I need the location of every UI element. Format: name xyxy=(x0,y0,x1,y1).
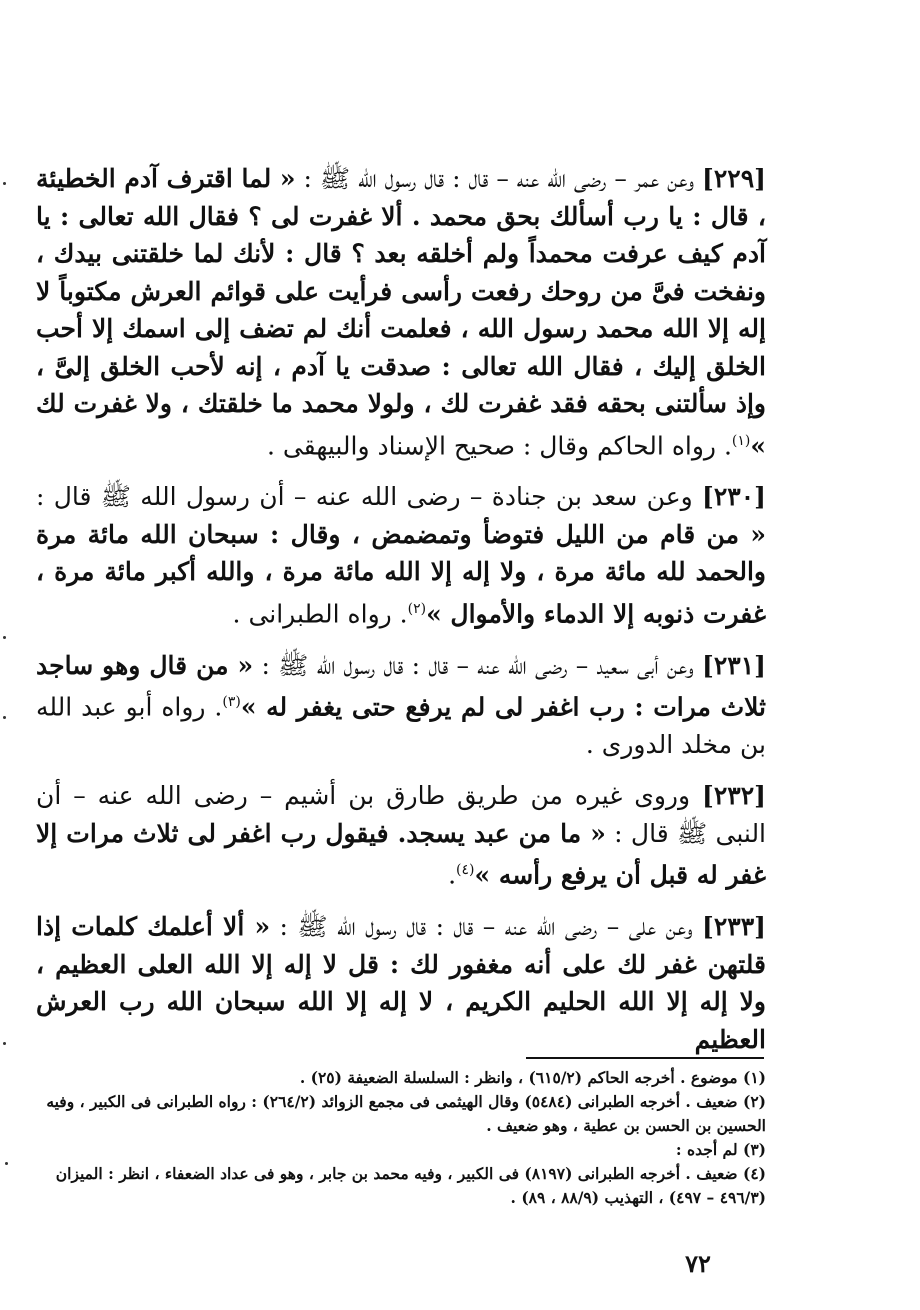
scan-speck xyxy=(3,182,6,185)
hadith-source: . رواه أبو عبد الله بن مخلد الدورى . xyxy=(36,692,766,759)
footnote-ref: (٢) xyxy=(407,600,427,617)
page-number: ٧٢ xyxy=(685,1249,711,1278)
footnotes xyxy=(34,1066,766,1210)
hadith-229 xyxy=(36,160,766,464)
hadith-quote: « ألا أعلمك كلمات إذا قلتهن غفر لك على أنه مغفور لك : قل لا إله إلا الله العلى العظيم ، ولا إله إلا الله الحليم الكريم ، لا إله إلا الله سبحان الله رب العرش العظيم xyxy=(36,912,766,1054)
hadith-intro: وعن على – رضى الله عنه – قال : قال رسول الله ﷺ : xyxy=(270,912,703,942)
hadith-intro: وروى غيره من طريق طارق بن أشيم – رضى الله عنه – أن النبى ﷺ قال : xyxy=(36,781,767,848)
footnote-3: (٣) لم أجده : xyxy=(675,1140,766,1159)
hadith-number: [٢٣١] xyxy=(702,650,766,680)
hadith-number: [٢٣٢] xyxy=(702,781,766,811)
hadith-intro: وعن عمر – رضى الله عنه – قال : قال رسول الله ﷺ : xyxy=(295,164,703,193)
hadith-quote: « لما اقترف آدم الخطيئة ، قال : يا رب أسألك بحق محمد . ألا غفرت لى ؟ فقال الله تعالى : يا آدم كيف عرفت محمداً ولم أخلقه بعد ؟ قال : لأنك لما خلقتنى بيدك ، ونفخت فىَّ من روحك رفعت رأسى فرأيت على قوائم العرش مكتوباً لا إله إلا الله محمد رسول الله ، فعلمت أنك لم تضف إلى اسمك إلا أحب الخلق إليك ، فقال الله تعالى : صدقت يا آدم ، إنه لأحب الخلق إلىَّ ، وإذ سألتنى بحقه فقد غفرت لك ، ولولا محمد ما خلقتك ، ولا غفرت لك » xyxy=(36,164,766,460)
footnote-ref: (٣) xyxy=(222,694,241,711)
hadith-source: . رواه الطبرانى . xyxy=(232,599,408,629)
hadith-number: [٢٣٠] xyxy=(702,482,766,512)
footnote-ref: (١) xyxy=(731,432,751,449)
footnote-divider xyxy=(526,1057,764,1059)
hadith-quote: « من قام من الليل فتوضأ وتمضمض ، وقال : سبحان الله مائة مرة والحمد لله مائة مرة ، ولا إله إلا الله مائة مرة ، والله أكبر مائة مرة ، غفرت ذنوبه إلا الدماء والأموال » xyxy=(36,519,766,629)
hadith-number: [٢٢٩] xyxy=(702,164,766,193)
hadith-quote: « من قال وهو ساجد ثلاث مرات : رب اغفر لى لم يرفع حتى يغفر له » xyxy=(36,650,766,722)
hadith-intro: وعن أبى سعيد – رضى الله عنه – قال : قال رسول الله ﷺ : xyxy=(253,650,703,680)
scan-speck xyxy=(3,636,6,639)
hadith-230 xyxy=(36,478,766,632)
scan-speck xyxy=(5,1162,8,1165)
hadith-233 xyxy=(36,908,766,1058)
footnote-1: (١) موضوع . أخرجه الحاكم (٦١٥/٢) ، وانظر : السلسلة الضعيفة (٢٥) . xyxy=(299,1068,766,1087)
footnote-4: (٤) ضعيف . أخرجه الطبرانى (٨١٩٧) فى الكبير ، وفيه محمد بن جابر ، وهو فى عداد الضعفاء ، انظر : الميزان (٤٩٦/٣ – ٤٩٧) ، التهذيب (٨٨/٩ ، ٨٩) . xyxy=(55,1164,766,1207)
hadith-source: . xyxy=(448,860,457,890)
footnote-ref: (٤) xyxy=(456,862,475,879)
hadith-number: [٢٣٣] xyxy=(702,912,766,942)
scan-speck xyxy=(3,716,6,719)
footnote-2: (٢) ضعيف . أخرجه الطبرانى (٥٤٨٤) وقال الهيثمى فى مجمع الزوائد (٢٦٤/٢) : رواه الطبرانى فى الكبير ، وفيه الحسين بن الحسن بن عطية ، وهو ضعيف . xyxy=(46,1092,766,1135)
hadith-232 xyxy=(36,777,766,894)
page-body xyxy=(36,160,766,1072)
hadith-quote: « ما من عبد يسجد. فيقول رب اغفر لى ثلاث مرات إلا غفر له قبل أن يرفع رأسه » xyxy=(36,818,766,890)
hadith-231 xyxy=(36,647,766,764)
hadith-intro: وعن سعد بن جنادة – رضى الله عنه – أن رسول الله ﷺ قال : xyxy=(36,482,703,512)
scan-speck xyxy=(3,1042,6,1045)
hadith-source: . رواه الحاكم وقال : صحيح الإسناد والبيهقى . xyxy=(266,430,732,460)
